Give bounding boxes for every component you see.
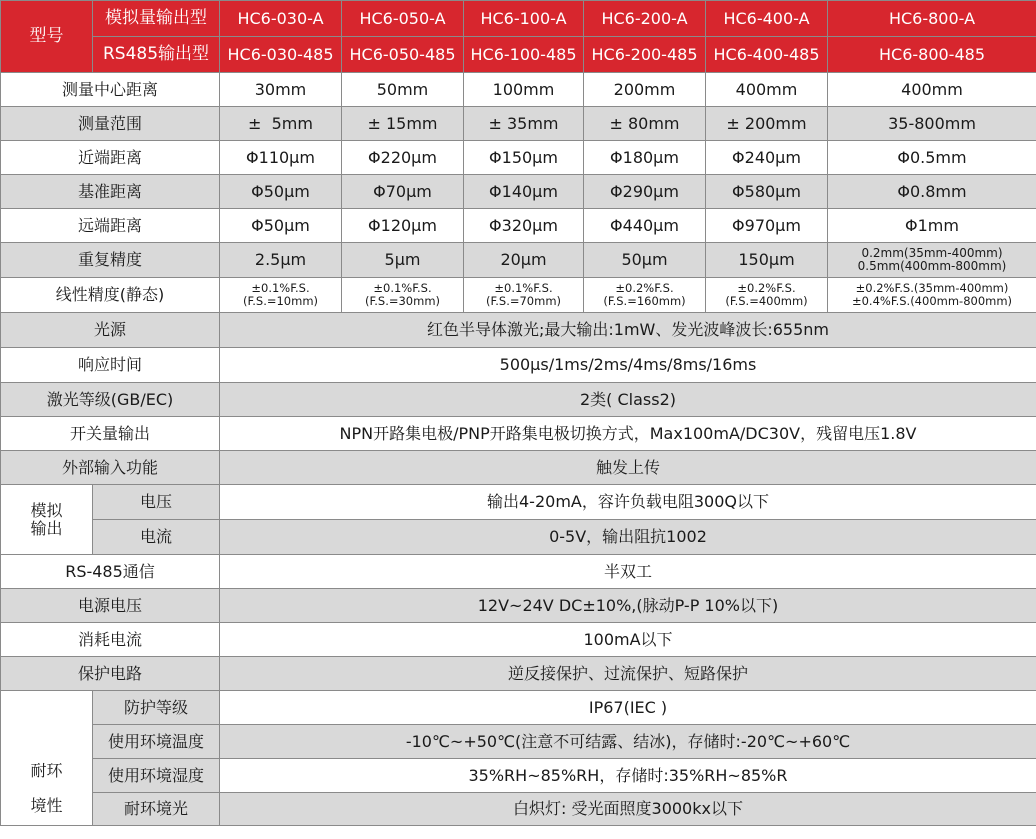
model-label: 型号: [1, 1, 93, 73]
spec-value-line: ±0.1%F.S.: [251, 281, 310, 296]
spec-value: ± 80mm: [584, 107, 706, 141]
row-label: 使用环境湿度: [93, 759, 220, 793]
row-label: 远端距离: [1, 209, 220, 243]
row-label: 激光等级(GB/EC): [1, 383, 220, 417]
spec-value: -10℃~+50℃(注意不可结露、结冰)，存储时:-20℃~+60℃: [220, 725, 1036, 759]
table-row: [1, 691, 1036, 725]
table-row: [1, 520, 1036, 555]
spec-value: Φ440μm: [584, 209, 706, 243]
spec-value-line: ±0.1%F.S.: [494, 281, 553, 296]
row-label: 电源电压: [1, 589, 220, 623]
spec-value: Φ0.8mm: [828, 175, 1036, 209]
table-row: [1, 485, 1036, 520]
model-cell: HC6-800-A: [828, 1, 1036, 37]
spec-value: 红色半导体激光;最大输出:1mW、发光波峰波长:655nm: [220, 313, 1036, 348]
spec-value: 500μs/1ms/2ms/4ms/8ms/16ms: [220, 348, 1036, 383]
model-cell: HC6-400-485: [706, 37, 828, 73]
table-row: [1, 175, 1036, 209]
group-label-environment: [1, 691, 93, 826]
spec-value: [220, 278, 342, 313]
header-row-analog: [1, 1, 1036, 37]
table-row: [1, 313, 1036, 348]
spec-value-line: 0.5mm(400mm-800mm): [857, 259, 1007, 273]
row-label: RS-485通信: [1, 555, 220, 589]
table-row: [1, 209, 1036, 243]
table-row: [1, 725, 1036, 759]
table-row: [1, 73, 1036, 107]
spec-value: 400mm: [828, 73, 1036, 107]
model-cell: HC6-050-A: [342, 1, 464, 37]
header-row-rs485: [1, 37, 1036, 73]
spec-value: Φ290μm: [584, 175, 706, 209]
model-cell: HC6-400-A: [706, 1, 828, 37]
row-label: 测量中心距离: [1, 73, 220, 107]
spec-value-line: (F.S.=400mm): [725, 294, 808, 308]
spec-value-line: ±0.2%F.S.: [615, 281, 674, 296]
model-cell: HC6-030-A: [220, 1, 342, 37]
row-label: 开关量输出: [1, 417, 220, 451]
spec-value: Φ50μm: [220, 209, 342, 243]
spec-value: 5μm: [342, 243, 464, 278]
row-label: 近端距离: [1, 141, 220, 175]
table-row: [1, 589, 1036, 623]
spec-value-line: (F.S.=10mm): [242, 294, 319, 308]
spec-value: Φ220μm: [342, 141, 464, 175]
spec-value: 2类( Class2): [220, 383, 1036, 417]
model-cell: HC6-200-485: [584, 37, 706, 73]
rs485-type-label: RS485输出型: [93, 37, 220, 73]
row-label: 防护等级: [93, 691, 220, 725]
group-label-line: 模拟: [30, 500, 63, 520]
spec-value: Φ110μm: [220, 141, 342, 175]
table-row: [1, 107, 1036, 141]
spec-value: Φ140μm: [464, 175, 584, 209]
group-label-analog-output: [1, 485, 93, 555]
spec-value: [706, 278, 828, 313]
row-label: 耐环境光: [93, 793, 220, 826]
spec-value: 50mm: [342, 73, 464, 107]
row-label: 线性精度(静态): [1, 278, 220, 313]
spec-value-line: (F.S.=70mm): [485, 294, 562, 308]
row-label: 重复精度: [1, 243, 220, 278]
spec-value: Φ150μm: [464, 141, 584, 175]
group-label-line: 输出: [30, 518, 63, 538]
spec-value: Φ320μm: [464, 209, 584, 243]
spec-value: 2.5μm: [220, 243, 342, 278]
spec-value: 30mm: [220, 73, 342, 107]
spec-value: 输出4-20mA，容许负载电阻300Q以下: [220, 485, 1036, 520]
spec-value: 150μm: [706, 243, 828, 278]
spec-value: 逆反接保护、过流保护、短路保护: [220, 657, 1036, 691]
spec-value: 白炽灯: 受光面照度3000kx以下: [220, 793, 1036, 826]
spec-value-line: ±0.2%F.S.: [737, 281, 796, 296]
spec-value: Φ240μm: [706, 141, 828, 175]
spec-value: [464, 278, 584, 313]
spec-value-line: ±0.4%F.S.(400mm-800mm): [851, 294, 1013, 308]
spec-value: 20μm: [464, 243, 584, 278]
spec-value: 触发上传: [220, 451, 1036, 485]
model-cell: HC6-100-A: [464, 1, 584, 37]
model-cell: HC6-050-485: [342, 37, 464, 73]
spec-value-line: ±0.2%F.S.(35mm-400mm): [855, 281, 1009, 296]
row-label: 光源: [1, 313, 220, 348]
spec-value: 200mm: [584, 73, 706, 107]
row-label: 消耗电流: [1, 623, 220, 657]
spec-value: Φ70μm: [342, 175, 464, 209]
row-label: 测量范围: [1, 107, 220, 141]
spec-value: 12V~24V DC±10%,(脉动P-P 10%以下): [220, 589, 1036, 623]
spec-value: Φ180μm: [584, 141, 706, 175]
spec-value: 50μm: [584, 243, 706, 278]
spec-value-line: 0.2mm(35mm-400mm): [861, 245, 1003, 260]
spec-value: 35-800mm: [828, 107, 1036, 141]
spec-value: [584, 278, 706, 313]
spec-value: 0-5V，输出阻抗1002: [220, 520, 1036, 555]
spec-value: 100mm: [464, 73, 584, 107]
table-row: [1, 278, 1036, 313]
spec-value: [342, 278, 464, 313]
model-cell: HC6-200-A: [584, 1, 706, 37]
spec-value: Φ1mm: [828, 209, 1036, 243]
spec-value: 半双工: [220, 555, 1036, 589]
spec-value: Φ0.5mm: [828, 141, 1036, 175]
spec-value: [828, 278, 1036, 313]
table-row: [1, 243, 1036, 278]
table-row: [1, 141, 1036, 175]
row-label: 保护电路: [1, 657, 220, 691]
table-row: [1, 451, 1036, 485]
spec-value: ± 5mm: [220, 107, 342, 141]
group-label-line: 境性: [30, 795, 63, 815]
table-row: [1, 759, 1036, 793]
group-label-line: 耐环: [30, 760, 63, 780]
spec-value: ± 35mm: [464, 107, 584, 141]
row-label: 电压: [93, 485, 220, 520]
row-label: 电流: [93, 520, 220, 555]
spec-value: Φ580μm: [706, 175, 828, 209]
spec-value-line: ±0.1%F.S.: [373, 281, 432, 296]
table-row: [1, 348, 1036, 383]
table-row: [1, 623, 1036, 657]
spec-value: IP67(IEC ): [220, 691, 1036, 725]
row-label: 基准距离: [1, 175, 220, 209]
spec-value: 35%RH~85%RH，存储时:35%RH~85%R: [220, 759, 1036, 793]
row-label: 外部输入功能: [1, 451, 220, 485]
analog-type-label: 模拟量输出型: [93, 1, 220, 37]
spec-value-line: (F.S.=30mm): [364, 294, 441, 308]
spec-value: NPN开路集电极/PNP开路集电极切换方式，Max100mA/DC30V，残留电压1.8V: [220, 417, 1036, 451]
model-cell: HC6-800-485: [828, 37, 1036, 73]
spec-value: Φ120μm: [342, 209, 464, 243]
spec-value: 400mm: [706, 73, 828, 107]
spec-value: 100mA以下: [220, 623, 1036, 657]
table-row: [1, 383, 1036, 417]
row-label: 响应时间: [1, 348, 220, 383]
row-label: 使用环境温度: [93, 725, 220, 759]
table-row: [1, 555, 1036, 589]
spec-value: ± 200mm: [706, 107, 828, 141]
spec-value: Φ970μm: [706, 209, 828, 243]
model-cell: HC6-030-485: [220, 37, 342, 73]
spec-value: Φ50μm: [220, 175, 342, 209]
table-row: [1, 793, 1036, 826]
model-cell: HC6-100-485: [464, 37, 584, 73]
table-row: [1, 657, 1036, 691]
spec-value: ± 15mm: [342, 107, 464, 141]
spec-value: [828, 243, 1036, 278]
spec-value-line: (F.S.=160mm): [603, 294, 686, 308]
table-row: [1, 417, 1036, 451]
